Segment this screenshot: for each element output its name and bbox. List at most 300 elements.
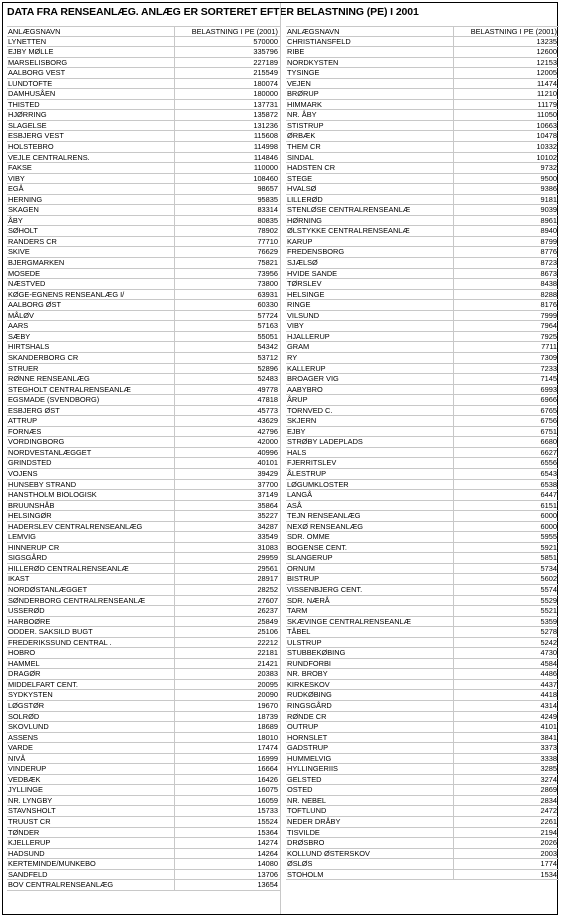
plant-name: TARM — [287, 606, 308, 616]
plant-load: 10478 — [453, 131, 559, 141]
table-row — [286, 817, 559, 828]
plant-name: BOGENSE CENT. — [287, 542, 347, 552]
plant-name: ASSENS — [8, 732, 38, 742]
plant-name: LYNETTEN — [8, 36, 47, 46]
plant-name: ATTRUP — [8, 416, 38, 426]
plant-load: 6543 — [453, 469, 559, 479]
plant-load: 11050 — [453, 110, 559, 120]
table-row — [7, 838, 280, 849]
plant-load: 570000 — [174, 37, 280, 47]
table-row — [286, 247, 559, 258]
table-row — [7, 153, 280, 164]
table-row — [7, 574, 280, 585]
plant-name: LEMVIG — [8, 532, 36, 542]
plant-name: TEJN RENSEANLÆG — [287, 511, 361, 521]
table-row — [286, 469, 559, 480]
table-row — [286, 722, 559, 733]
table-row — [7, 374, 280, 385]
plant-name: SKANDERBORG CR — [8, 352, 79, 362]
plant-name: OSTED — [287, 785, 313, 795]
table-row — [7, 627, 280, 638]
plant-load: 13706 — [174, 870, 280, 880]
table-row — [7, 458, 280, 469]
plant-name: NR. BROBY — [287, 669, 328, 679]
table-row — [286, 142, 559, 153]
plant-name: SINDAL — [287, 152, 314, 162]
table-row — [7, 722, 280, 733]
plant-name: HIMMARK — [287, 99, 322, 109]
plant-load: 5921 — [453, 543, 559, 553]
plant-name: VEDBÆK — [8, 774, 41, 784]
table-row — [7, 617, 280, 628]
plant-load: 6993 — [453, 385, 559, 395]
plant-load: 5529 — [453, 596, 559, 606]
plant-name: HUMMELVIG — [287, 753, 332, 763]
plant-name: AABYBRO — [287, 384, 323, 394]
table-row — [286, 195, 559, 206]
table-row — [7, 290, 280, 301]
plant-name: NR. LYNGBY — [8, 795, 53, 805]
table-row — [286, 385, 559, 396]
table-row — [7, 764, 280, 775]
table-row — [286, 543, 559, 554]
table-row — [286, 553, 559, 564]
plant-load: 29561 — [174, 564, 280, 574]
table-row — [7, 448, 280, 459]
plant-name: HVIDE SANDE — [287, 268, 338, 278]
table-left — [7, 26, 280, 891]
table-row — [286, 47, 559, 58]
table-row — [286, 163, 559, 174]
table-row — [286, 669, 559, 680]
plant-name: DAMHUSÅEN — [8, 89, 56, 99]
table-row — [286, 406, 559, 417]
table-row — [286, 269, 559, 280]
plant-load: 2026 — [453, 838, 559, 848]
plant-load: 53712 — [174, 353, 280, 363]
table-row — [286, 627, 559, 638]
plant-load: 40101 — [174, 458, 280, 468]
plant-load: 20383 — [174, 669, 280, 679]
plant-load: 3841 — [453, 733, 559, 743]
plant-name: STUBBEKØBING — [287, 648, 346, 658]
plant-load: 76629 — [174, 247, 280, 257]
plant-load: 37149 — [174, 490, 280, 500]
table-row — [286, 153, 559, 164]
table-row — [286, 564, 559, 575]
plant-load: 8723 — [453, 258, 559, 268]
plant-load: 4418 — [453, 690, 559, 700]
table-row — [7, 110, 280, 121]
plant-load: 35864 — [174, 501, 280, 511]
plant-load: 27607 — [174, 596, 280, 606]
plant-name: VIBY — [8, 173, 25, 183]
plant-name: AALBORG VEST — [8, 68, 66, 78]
table-row — [286, 311, 559, 322]
table-row — [286, 690, 559, 701]
table-row — [7, 364, 280, 375]
table-row — [286, 437, 559, 448]
column-header-load: BELASTNING I PE (2001) — [174, 27, 280, 36]
plant-load: 5734 — [453, 564, 559, 574]
plant-name: ØLSTYKKE CENTRALRENSEANLÆ — [287, 226, 410, 236]
plant-name: SÆBY — [8, 331, 31, 341]
plant-name: HJØRRING — [8, 110, 47, 120]
plant-load: 21421 — [174, 659, 280, 669]
table-row — [286, 606, 559, 617]
plant-name: ESBJERG VEST — [8, 131, 64, 141]
table-row — [286, 617, 559, 628]
plant-load: 9181 — [453, 195, 559, 205]
plant-load: 6000 — [453, 511, 559, 521]
plant-load: 2194 — [453, 828, 559, 838]
plant-load: 6538 — [453, 480, 559, 490]
table-row — [7, 89, 280, 100]
plant-load: 73800 — [174, 279, 280, 289]
table-row — [7, 58, 280, 69]
plant-name: ESBJERG ØST — [8, 405, 60, 415]
plant-name: VOJENS — [8, 468, 38, 478]
plant-load: 20090 — [174, 690, 280, 700]
plant-name: IKAST — [8, 574, 30, 584]
table-row — [286, 68, 559, 79]
plant-name: FREDERIKSSUND CENTRAL . — [8, 637, 112, 647]
table-row — [286, 806, 559, 817]
plant-name: GELSTED — [287, 774, 322, 784]
table-row — [7, 184, 280, 195]
plant-name: HYLLINGERIIS — [287, 764, 338, 774]
plant-name: RØNNE RENSEANLÆG — [8, 374, 90, 384]
table-row — [7, 490, 280, 501]
plant-name: STENLØSE CENTRALRENSEANLÆ — [287, 205, 411, 215]
plant-name: SANDFELD — [8, 869, 48, 879]
table-row — [7, 775, 280, 786]
table-row — [7, 226, 280, 237]
table-row — [286, 332, 559, 343]
plant-load: 9732 — [453, 163, 559, 173]
plant-load: 4437 — [453, 680, 559, 690]
table-row — [7, 406, 280, 417]
plant-load: 22212 — [174, 638, 280, 648]
plant-name: SKIVE — [8, 247, 30, 257]
table-header — [7, 26, 280, 37]
plant-load: 16426 — [174, 775, 280, 785]
plant-name: JYLLINGE — [8, 785, 43, 795]
plant-load: 42796 — [174, 427, 280, 437]
table-row — [7, 163, 280, 174]
table-row — [286, 342, 559, 353]
table-row — [286, 585, 559, 596]
plant-load: 6447 — [453, 490, 559, 500]
plant-name: RUDKØBING — [287, 690, 332, 700]
plant-name: SDR. OMME — [287, 532, 330, 542]
plant-load: 114846 — [174, 153, 280, 163]
plant-name: NORDØSTANLÆGGET — [8, 584, 88, 594]
plant-name: THEM CR — [287, 142, 321, 152]
table-row — [7, 174, 280, 185]
table-row — [286, 490, 559, 501]
plant-load: 25849 — [174, 617, 280, 627]
plant-load: 5242 — [453, 638, 559, 648]
plant-name: EGÅ — [8, 184, 24, 194]
plant-load: 3285 — [453, 764, 559, 774]
plant-name: THISTED — [8, 99, 40, 109]
plant-load: 22181 — [174, 648, 280, 658]
table-row — [7, 817, 280, 828]
plant-name: HJALLERUP — [287, 331, 330, 341]
plant-name: SKOVLUND — [8, 722, 49, 732]
table-row — [7, 142, 280, 153]
plant-name: HERNING — [8, 194, 43, 204]
plant-name: HADERSLEV CENTRALRENSEANLÆG — [8, 521, 143, 531]
plant-load: 4730 — [453, 648, 559, 658]
table-row — [7, 321, 280, 332]
plant-load: 4249 — [453, 712, 559, 722]
table-row — [7, 543, 280, 554]
table-header — [286, 26, 559, 37]
plant-name: ODDER. SAKSILD BUGT — [8, 627, 93, 637]
table-row — [7, 247, 280, 258]
table-row — [7, 332, 280, 343]
plant-load: 6751 — [453, 427, 559, 437]
plant-load: 6000 — [453, 522, 559, 532]
plant-load: 1534 — [453, 870, 559, 880]
plant-load: 77710 — [174, 237, 280, 247]
plant-load: 31083 — [174, 543, 280, 553]
table-row — [286, 290, 559, 301]
plant-load: 4314 — [453, 701, 559, 711]
table-row — [286, 733, 559, 744]
plant-load: 6627 — [453, 448, 559, 458]
table-row — [7, 437, 280, 448]
plant-load: 11210 — [453, 89, 559, 99]
table-row — [286, 300, 559, 311]
table-row — [286, 480, 559, 491]
plant-load: 6756 — [453, 416, 559, 426]
table-row — [7, 300, 280, 311]
column-header-load: BELASTNING I PE (2001) — [453, 27, 559, 36]
table-row — [286, 58, 559, 69]
table-row — [286, 785, 559, 796]
plant-load: 2869 — [453, 785, 559, 795]
plant-name: MARSELISBORG — [8, 57, 68, 67]
plant-name: GRAM — [287, 342, 310, 352]
table-row — [286, 522, 559, 533]
table-row — [286, 680, 559, 691]
plant-load: 335796 — [174, 47, 280, 57]
plant-load: 8799 — [453, 237, 559, 247]
table-row — [286, 754, 559, 765]
plant-load: 8673 — [453, 269, 559, 279]
table-row — [7, 680, 280, 691]
plant-name: ORNUM — [287, 563, 315, 573]
table-row — [286, 574, 559, 585]
table-row — [7, 427, 280, 438]
table-row — [7, 701, 280, 712]
plant-name: NÆSTVED — [8, 279, 46, 289]
table-row — [286, 364, 559, 375]
table-row — [286, 37, 559, 48]
plant-load: 35227 — [174, 511, 280, 521]
plant-load: 8961 — [453, 216, 559, 226]
plant-load: 1774 — [453, 859, 559, 869]
plant-load: 17474 — [174, 743, 280, 753]
plant-name: KERTEMINDE/MUNKEBO — [8, 859, 96, 869]
table-row — [286, 838, 559, 849]
table-row — [286, 870, 559, 881]
plant-name: TØRSLEV — [287, 279, 322, 289]
plant-name: GADSTRUP — [287, 743, 329, 753]
plant-name: SØNDERBORG CENTRALRENSEANLÆ — [8, 595, 146, 605]
plant-name: STISTRUP — [287, 120, 324, 130]
table-row — [7, 522, 280, 533]
plant-load: 4584 — [453, 659, 559, 669]
table-row — [7, 311, 280, 322]
plant-name: SJÆLSØ — [287, 258, 318, 268]
plant-name: TORNVED C. — [287, 405, 333, 415]
plant-load: 5278 — [453, 627, 559, 637]
table-row — [7, 216, 280, 227]
plant-load: 3338 — [453, 754, 559, 764]
plant-load: 2834 — [453, 796, 559, 806]
table-row — [286, 216, 559, 227]
table-row — [7, 880, 280, 891]
table-row — [286, 321, 559, 332]
plant-name: RØNDE CR — [287, 711, 327, 721]
plant-load: 5851 — [453, 553, 559, 563]
plant-name: FREDENSBORG — [287, 247, 345, 257]
plant-name: SKÆVINGE CENTRALRENSEANLÆ — [287, 616, 412, 626]
plant-name: NR. NEBEL — [287, 795, 327, 805]
plant-name: NORDKYSTEN — [287, 57, 339, 67]
plant-load: 29959 — [174, 553, 280, 563]
plant-load: 54342 — [174, 342, 280, 352]
plant-load: 78902 — [174, 226, 280, 236]
plant-name: MOSEDE — [8, 268, 41, 278]
plant-load: 83314 — [174, 205, 280, 215]
plant-name: BJERGMARKEN — [8, 258, 65, 268]
table-row — [7, 121, 280, 132]
plant-name: HOBRO — [8, 648, 36, 658]
plant-load: 16664 — [174, 764, 280, 774]
plant-load: 8776 — [453, 247, 559, 257]
plant-load: 12600 — [453, 47, 559, 57]
table-row — [286, 659, 559, 670]
plant-name: AALBORG ØST — [8, 300, 61, 310]
plant-load: 4101 — [453, 722, 559, 732]
table-row — [7, 79, 280, 90]
plant-name: HELSINGE — [287, 289, 325, 299]
plant-load: 16999 — [174, 754, 280, 764]
table-row — [286, 701, 559, 712]
table-row — [286, 596, 559, 607]
table-row — [7, 395, 280, 406]
plant-load: 26237 — [174, 606, 280, 616]
plant-load: 8940 — [453, 226, 559, 236]
plant-load: 180074 — [174, 79, 280, 89]
plant-load: 18010 — [174, 733, 280, 743]
table-row — [286, 458, 559, 469]
plant-load: 37700 — [174, 480, 280, 490]
table-row — [286, 712, 559, 723]
plant-name: TRUUST CR — [8, 817, 51, 827]
plant-name: VIBY — [287, 321, 304, 331]
plant-load: 18739 — [174, 712, 280, 722]
plant-load: 34287 — [174, 522, 280, 532]
document-page — [2, 2, 558, 915]
table-row — [7, 669, 280, 680]
table-row — [7, 353, 280, 364]
plant-name: VINDERUP — [8, 764, 47, 774]
plant-load: 73956 — [174, 269, 280, 279]
table-row — [7, 796, 280, 807]
plant-name: HUNSEBY STRAND — [8, 479, 77, 489]
table-row — [7, 638, 280, 649]
table-row — [7, 690, 280, 701]
plant-name: HARBOØRE — [8, 616, 51, 626]
plant-load: 18689 — [174, 722, 280, 732]
table-row — [286, 775, 559, 786]
plant-name: VORDINGBORG — [8, 437, 65, 447]
table-row — [286, 237, 559, 248]
plant-name: STEGE — [287, 173, 313, 183]
table-row — [7, 258, 280, 269]
table-row — [286, 89, 559, 100]
plant-load: 114998 — [174, 142, 280, 152]
plant-name: STAVNSHOLT — [8, 806, 56, 816]
plant-load: 15733 — [174, 806, 280, 816]
table-row — [7, 553, 280, 564]
plant-name: NORDVESTANLÆGGET — [8, 447, 92, 457]
plant-load: 80835 — [174, 216, 280, 226]
plant-name: EJBY — [287, 426, 306, 436]
plant-name: HILLERØD CENTRALRENSEANLÆ — [8, 563, 129, 573]
plant-name: SLAGELSE — [8, 120, 47, 130]
plant-load: 19670 — [174, 701, 280, 711]
table-row — [286, 796, 559, 807]
plant-load: 5359 — [453, 617, 559, 627]
plant-name: EGSMADE (SVENDBORG) — [8, 395, 100, 405]
plant-name: BROAGER VIG — [287, 374, 339, 384]
plant-load: 28252 — [174, 585, 280, 595]
plant-name: KIRKESKOV — [287, 679, 330, 689]
plant-name: MIDDELFART CENT. — [8, 679, 78, 689]
plant-name: KOLLUND ØSTERSKOV — [287, 848, 370, 858]
table-row — [7, 480, 280, 491]
plant-name: EJBY MØLLE — [8, 47, 54, 57]
plant-load: 16075 — [174, 785, 280, 795]
plant-name: ÅRUP — [287, 395, 308, 405]
table-row — [286, 79, 559, 90]
plant-load: 227189 — [174, 58, 280, 68]
column-divider — [280, 3, 281, 914]
table-row — [7, 68, 280, 79]
table-row — [7, 733, 280, 744]
plant-load: 2003 — [453, 849, 559, 859]
plant-name: TÅBEL — [287, 627, 311, 637]
plant-name: SIGSGÅRD — [8, 553, 48, 563]
plant-load: 40996 — [174, 448, 280, 458]
plant-load: 108460 — [174, 174, 280, 184]
table-row — [286, 764, 559, 775]
plant-name: HOLSTEBRO — [8, 142, 54, 152]
plant-load: 8438 — [453, 279, 559, 289]
table-row — [286, 427, 559, 438]
plant-name: SLANGERUP — [287, 553, 333, 563]
plant-name: HANSTHOLM BIOLOGISK — [8, 490, 97, 500]
plant-name: DRØSBRO — [287, 838, 325, 848]
plant-name: GRINDSTED — [8, 458, 52, 468]
